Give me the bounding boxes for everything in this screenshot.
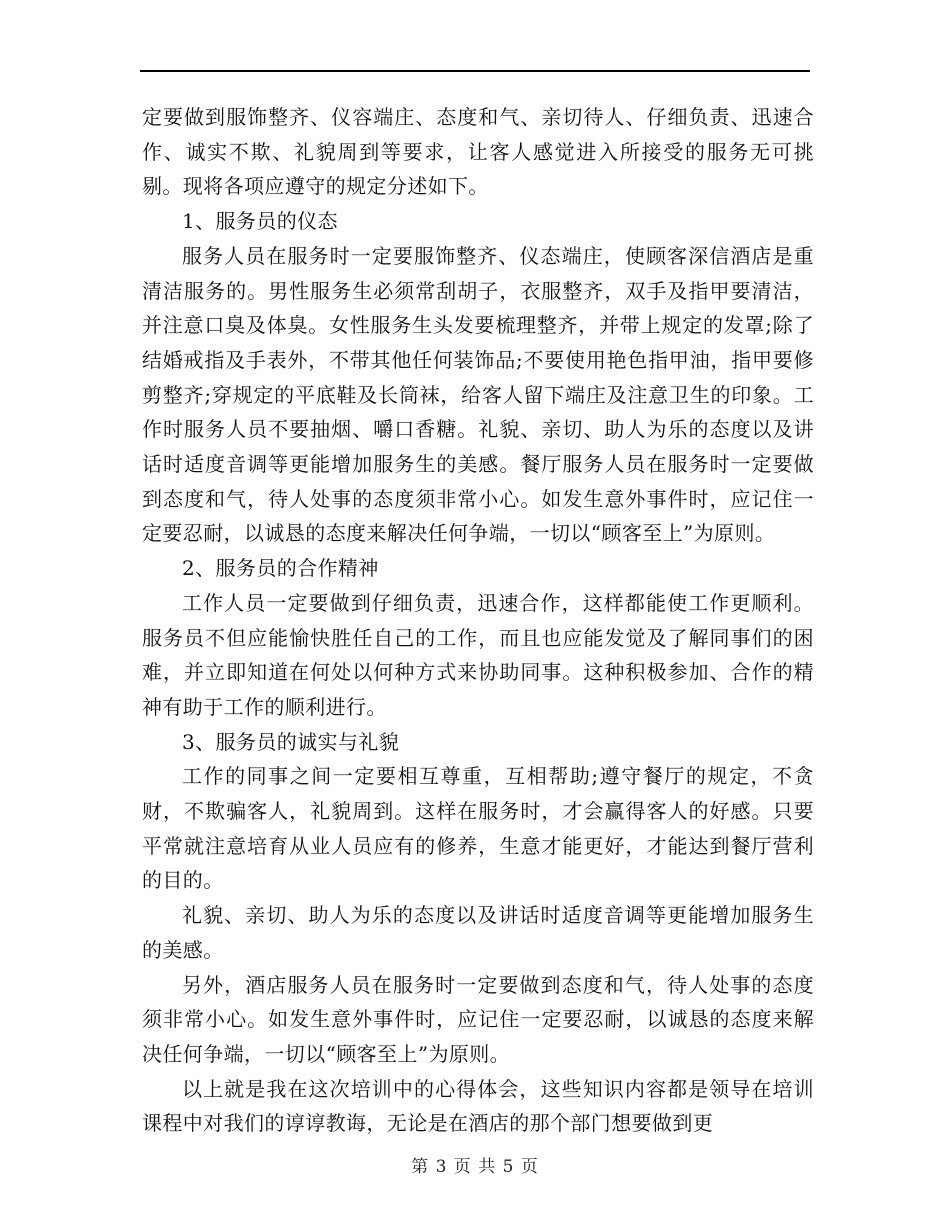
document-body bbox=[142, 100, 814, 1141]
paragraph: 礼貌、亲切、助人为乐的态度以及讲话时适度音调等更能增加服务生的美感。 bbox=[142, 903, 814, 962]
paragraph-continuation: 定要做到服饰整齐、仪容端庄、态度和气、亲切待人、仔细负责、迅速合作、诚实不欺、礼貌周到等要求，让客人感觉进入所接受的服务无可挑剔。现将各项应遵守的规定分述如下。 bbox=[142, 105, 814, 199]
page-number: 第 3 页 共 5 页 bbox=[411, 1157, 539, 1177]
section-heading-2: 2、服务员的合作精神 bbox=[182, 556, 379, 581]
section-heading-3: 3、服务员的诚实与礼貌 bbox=[182, 729, 400, 754]
paragraph: 另外，酒店服务人员在服务时一定要做到态度和气，待人处事的态度须非常小心。如发生意外事件时，应记住一定要忍耐，以诚恳的态度来解决任何争端，一切以“顾客至上”为原则。 bbox=[142, 972, 814, 1066]
header-rule bbox=[140, 70, 810, 72]
paragraph: 工作人员一定要做到仔细负责，迅速合作，这样都能使工作更顺利。服务员不但应能愉快胜任自己的工作，而且也应能发觉及了解同事们的困难，并立即知道在何处以何种方式来协助同事。这种积极参加、合作的精神有助于工作的顺利进行。 bbox=[142, 590, 814, 719]
paragraph: 以上就是我在这次培训中的心得体会，这些知识内容都是领导在培训课程中对我们的谆谆教诲，无论是在酒店的那个部门想要做到更 bbox=[142, 1076, 814, 1136]
paragraph: 工作的同事之间一定要相互尊重，互相帮助;遵守餐厅的规定，不贪财，不欺骗客人，礼貌周到。这样在服务时，才会赢得客人的好感。只要平常就注意培育从业人员应有的修养，生意才能更好，才能达到餐厅营利的目的。 bbox=[142, 764, 814, 893]
paragraph: 服务人员在服务时一定要服饰整齐、仪态端庄，使顾客深信酒店是重清洁服务的。男性服务生必须常刮胡子，衣服整齐，双手及指甲要清洁，并注意口臭及体臭。女性服务生头发要梳理整齐，并带上规定的发罩;除了结婚戒指及手表外，不带其他任何装饰品;不要使用艳色指甲油，指甲要修剪整齐;穿规定的平底鞋及长筒袜，给客人留下端庄及注意卫生的印象。工作时服务人员不要抽烟、嚼口香糖。礼貌、亲切、助人为乐的态度以及讲话时适度音调等更能增加服务生的美感。餐厅服务人员在服务时一定要做到态度和气，待人处事的态度须非常小心。如发生意外事件时，应记住一定要忍耐，以诚恳的态度来解决任何争端，一切以“顾客至上”为原则。 bbox=[142, 243, 814, 546]
section-heading-1: 1、服务员的仪态 bbox=[182, 209, 338, 234]
